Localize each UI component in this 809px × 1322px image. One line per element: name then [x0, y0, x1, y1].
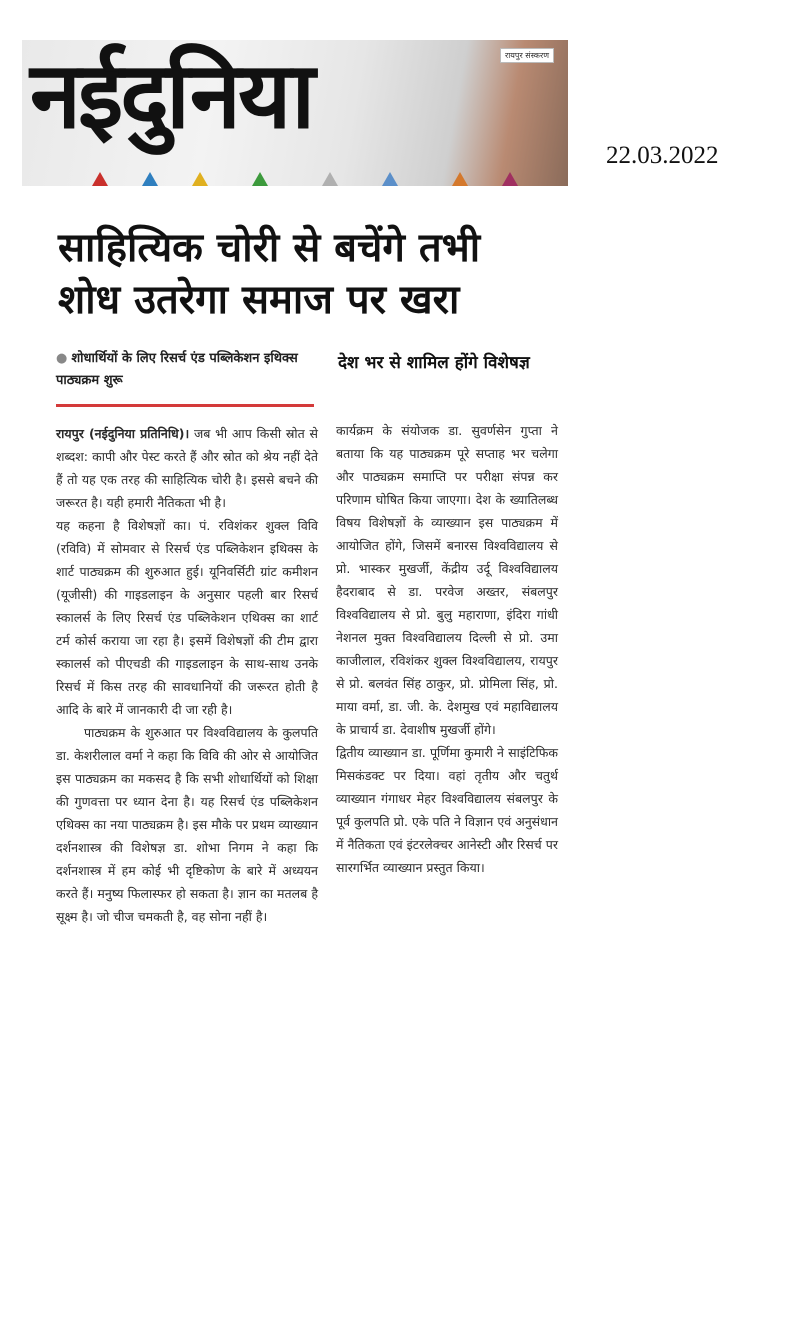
paragraph-1 — [56, 422, 318, 514]
publication-date: 22.03.2022 — [606, 142, 719, 169]
masthead-tag: रायपुर संस्करण — [500, 48, 554, 63]
paragraph-3: पाठ्यक्रम के शुरुआत पर विश्वविद्यालय के कुलपति डा. केशरीलाल वर्मा ने कहा कि विवि की ओर से आयोजित इस पाठ्यक्रम का मकसद है कि सभी शोधार्थियों को शिक्षा की गुणवत्ता पर ध्यान देना है। यह रिसर्च एंड पब्लिकेशन एथिक्स का नया पाठ्यक्रम है। इस मौके पर प्रथम व्याख्यान दर्शनशास्त्र की विशेषज्ञ डा. शोभा निगम ने कहा कि दर्शनशास्त्र में हम कोई भी दृष्टिकोण के बारे में अध्ययन करते हैं। मनुष्य फिलास्फर हो सकता है। ज्ञान का मतलब है सूक्ष्म है। जो चीज चमकती है, वह सोना नहीं है। — [56, 725, 318, 924]
article-headline: साहित्यिक चोरी से बचेंगे तभी शोध उतरेगा समाज पर खरा — [58, 225, 481, 323]
bullet-icon: ● — [56, 351, 68, 366]
red-divider — [56, 404, 314, 407]
subheadline-right: देश भर से शामिल होंगे विशेषज्ञ — [338, 353, 530, 373]
article-column-left — [56, 422, 318, 928]
subheadline-left — [56, 348, 318, 392]
paragraph-2: यह कहना है विशेषज्ञों का। पं. रविशंकर शुक्ल विवि (रविवि) में सोमवार से रिसर्च एंड पब्लिकेशन इथिक्स के शार्ट पाठ्यक्रम की शुरुआत हुई। यूनिवर्सिटी ग्रांट कमीशन (यूजीसी) की गाइडलाइन के अनुसार पहली बार रिसर्च स्कालर्स के लिए रिसर्च एंड पब्लिकेशन एथिक्स का शार्ट टर्म कोर्स कराया जा रहा है। इसमें विशेषज्ञों की टीम द्वारा स्कालर्स को पीएचडी की गाइडलाइन के साथ-साथ उनके रिसर्च में किस तरह की सावधानियों की जरूरत होती है आदि के बारे में जानकारी दी जा रही है। — [56, 518, 318, 717]
pencil-tips-decoration — [22, 170, 568, 186]
newspaper-masthead — [22, 40, 568, 186]
paragraph-4: कार्यक्रम के संयोजक डा. सुवर्णसेन गुप्ता ने बताया कि यह पाठ्यक्रम पूरे सप्ताह भर चलेगा और पाठ्यक्रम समाप्ति पर परीक्षा संपन्न कर परिणाम घोषित किया जाएगा। देश के ख्यातिलब्ध विषय विशेषज्ञों के व्याख्यान इस पाठ्यक्रम में आयोजित होंगे, जिसमें बनारस विश्वविद्यालय से प्रो. भास्कर मुखर्जी, केंद्रीय उर्दू विश्वविद्यालय हैदराबाद से डा. परवेज अख्तर, संबलपुर विश्वविद्यालय से प्रो. बुलु महाराणा, इंदिरा गांधी नेशनल मुक्त विश्वविद्यालय दिल्ली से प्रो. उमा काजीलाल, रविशंकर शुक्ल विश्वविद्यालय, रायपुर से प्रो. बलवंत सिंह ठाकुर, प्रो. प्रोमिला सिंह, प्रो. माया वर्मा, डा. जी. के. देशमुख एवं महाविद्यालय के प्राचार्य डा. देवाशीष मुखर्जी होंगे। — [336, 423, 558, 737]
paragraph-5: द्वितीय व्याख्यान डा. पूर्णिमा कुमारी ने साइंटिफिक मिसकंडक्ट पर दिया। वहां तृतीय और चतुर्थ व्याख्यान गंगाधर मेहर विश्वविद्यालय संबलपुर के पूर्व कुलपति प्रो. एके पति ने विज्ञान एवं अनुसंधान में नैतिकता एवं इंटरलेक्चर आनेस्टी और रिसर्च पर सारगर्भित व्याख्यान प्रस्तुत किया। — [336, 745, 558, 875]
article-column-right — [336, 419, 558, 879]
subheadline-left-text: शोधार्थियों के लिए रिसर्च एंड पब्लिकेशन इथिक्स पाठ्यक्रम शुरू — [56, 351, 298, 388]
dateline: रायपुर (नईदुनिया प्रतिनिधि)। — [56, 426, 190, 441]
newspaper-logo: नईदुनिया — [30, 42, 313, 149]
paragraph-1-text: जब भी आप किसी स्रोत से शब्दश: कापी और पेस्ट करते हैं और स्रोत को श्रेय नहीं देते हैं तो यह एक तरह की साहित्यिक चोरी है। इससे बचने की जरूरत है। यही हमारी नैतिकता भी है। — [56, 426, 318, 510]
